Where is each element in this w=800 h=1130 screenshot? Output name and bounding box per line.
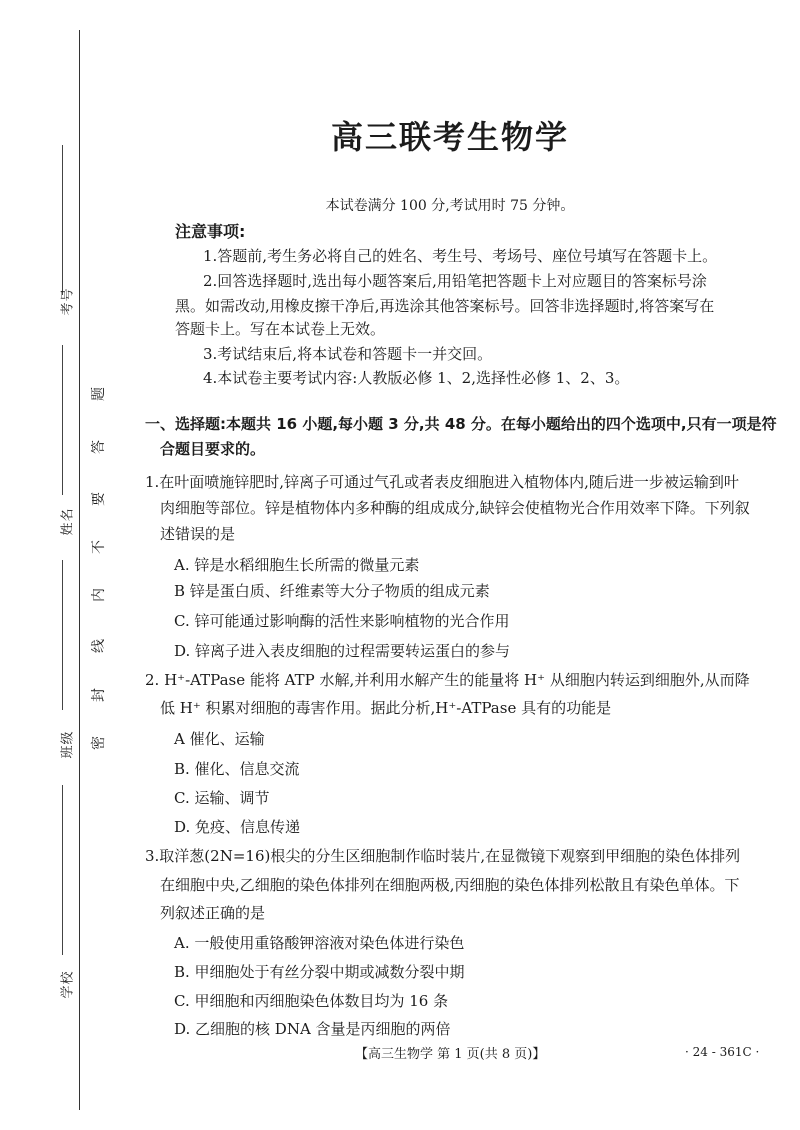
option-2c: C. 运输、调节	[174, 789, 270, 807]
notice-heading: 注意事项:	[175, 222, 246, 241]
section-heading: 一、选择题:本题共 16 小题,每小题 3 分,共 48 分。在每小题给出的四个选项中,只有一项是符	[145, 415, 777, 433]
exam-code: · 24 - 361C ·	[685, 1045, 760, 1059]
seal-char: 密	[91, 736, 107, 750]
seal-char: 线	[91, 639, 107, 653]
question-stem: 在细胞中央,乙细胞的染色体排列在细胞两极,丙细胞的染色体排列松散且有染色单体。下	[160, 876, 740, 894]
question-stem: 3.取洋葱(2N=16)根尖的分生区细胞制作临时装片,在显微镜下观察到甲细胞的染色体排列	[145, 847, 741, 865]
option-3a: A. 一般使用重铬酸钾溶液对染色体进行染色	[174, 934, 465, 952]
seal-char: 不	[91, 540, 107, 554]
question-stem: 低 H⁺ 积累对细胞的毒害作用。据此分析,H⁺-ATPase 具有的功能是	[160, 699, 612, 717]
section-heading-cont: 合题目要求的。	[160, 440, 266, 458]
option-2a: A 催化、运输	[174, 730, 265, 748]
school-label: 学校	[60, 970, 76, 999]
exam-no-underline	[62, 145, 63, 295]
notice-line: 黑。如需改动,用橡皮擦干净后,再选涂其他答案标号。回答非选择题时,将答案写在	[175, 297, 715, 315]
option-1d: D. 锌离子进入表皮细胞的过程需要转运蛋白的参与	[174, 642, 511, 660]
option-2d: D. 免疫、信息传递	[174, 818, 301, 836]
notice-line: 2.回答选择题时,选出每小题答案后,用铅笔把答题卡上对应题目的答案标号涂	[203, 272, 707, 290]
seal-char: 内	[91, 588, 107, 602]
question-stem: 1.在叶面喷施锌肥时,锌离子可通过气孔或者表皮细胞进入植物体内,随后进一步被运输到叶	[145, 473, 739, 491]
notice-line: 答题卡上。写在本试卷上无效。	[175, 320, 386, 338]
notice-line: 4.本试卷主要考试内容:人教版必修 1、2,选择性必修 1、2、3。	[203, 369, 630, 387]
seal-char: 题	[91, 387, 107, 401]
option-1c: C. 锌可能通过影响酶的活性来影响植物的光合作用	[174, 612, 510, 630]
seal-char: 答	[91, 440, 107, 454]
option-3b: B. 甲细胞处于有丝分裂中期或减数分裂中期	[174, 963, 465, 981]
exam-no-label: 考号	[60, 287, 76, 316]
name-underline	[62, 345, 63, 495]
exam-info: 本试卷满分 100 分,考试用时 75 分钟。	[325, 198, 575, 214]
seal-char: 封	[91, 688, 107, 702]
school-underline	[62, 785, 63, 955]
class-underline	[62, 560, 63, 710]
option-1b: B 锌是蛋白质、纤维素等大分子物质的组成元素	[174, 582, 490, 600]
binding-line	[79, 30, 80, 1110]
question-stem: 肉细胞等部位。锌是植物体内多种酶的组成成分,缺锌会使植物光合作用效率下降。下列叙	[160, 499, 750, 517]
question-stem: 述错误的是	[160, 525, 236, 543]
option-2b: B. 催化、信息交流	[174, 760, 300, 778]
page-title: 高三联考生物学	[330, 118, 569, 156]
notice-line: 1.答题前,考生务必将自己的姓名、考生号、考场号、座位号填写在答题卡上。	[203, 247, 718, 265]
question-stem: 列叙述正确的是	[160, 904, 266, 922]
question-stem: 2. H⁺-ATPase 能将 ATP 水解,并利用水解产生的能量将 H⁺ 从细胞内转运到细胞外,从而降	[145, 671, 750, 689]
seal-char: 要	[91, 492, 107, 506]
option-3c: C. 甲细胞和丙细胞染色体数目均为 16 条	[174, 992, 449, 1010]
page-footer: 【高三生物学 第 1 页(共 8 页)】	[355, 1047, 546, 1062]
name-label: 姓名	[60, 507, 76, 536]
option-3d: D. 乙细胞的核 DNA 含量是丙细胞的两倍	[174, 1020, 451, 1038]
notice-line: 3.考试结束后,将本试卷和答题卡一并交回。	[203, 345, 493, 363]
class-label: 班级	[60, 730, 76, 759]
option-1a: A. 锌是水稻细胞生长所需的微量元素	[174, 556, 420, 574]
